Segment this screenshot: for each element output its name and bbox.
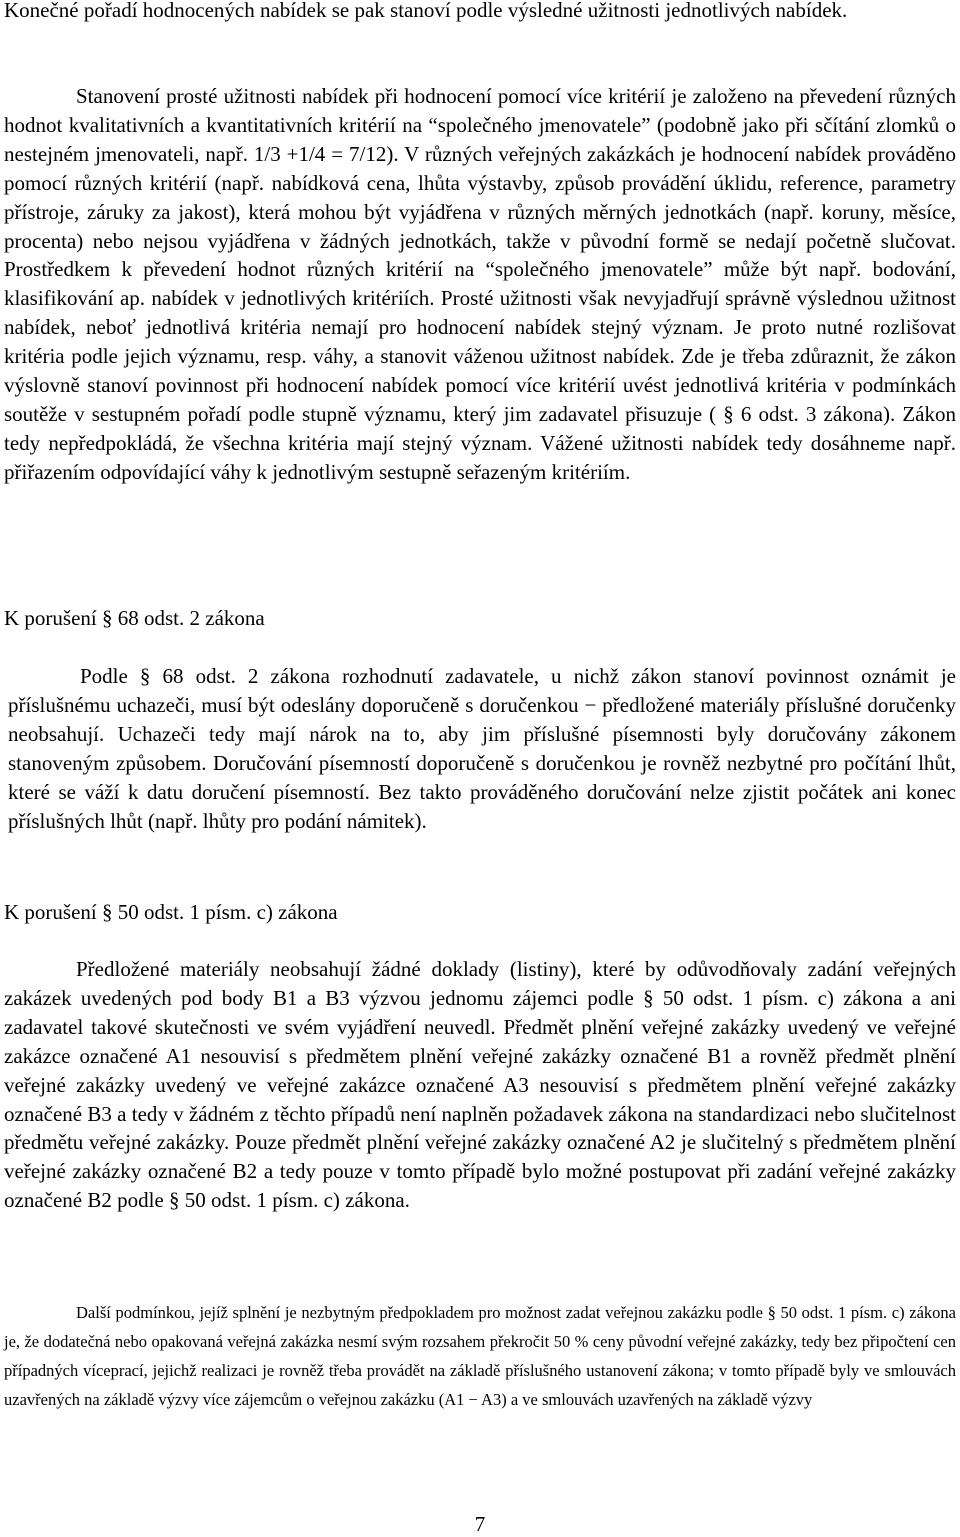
page-number: 7: [474, 1512, 486, 1536]
paragraph-final-ranking: Konečné pořadí hodnocených nabídek se pak stanoví podle výsledné užitnosti jednotlivých nabídek.: [4, 0, 848, 22]
paragraph-delivery-requirement: Podle § 68 odst. 2 zákona rozhodnutí zadavatele, u nichž zákon stanoví povinnost oznámit je příslušnému uchazeči, musí být odeslány doporučeně s doručenkou − předložené materiály příslušné doručenky neobsahují. Uchazeči tedy mají nárok na to, aby jim příslušné písemnosti byly doručovány zákonem stanoveným způsobem. Doručování písemností doporučeně s doručenkou je rovněž nezbytné pro počítání lhůt, které se váží k datu doručení písemností. Bez takto prováděného doručování nelze zjistit počátek ani konec příslušných lhůt (např. lhůty pro podání námitek).: [8, 664, 956, 833]
paragraph-missing-documents: Předložené materiály neobsahují žádné doklady (listiny), které by odůvodňovaly zadání veřejných zakázek uvedených pod body B1 a B3 výzvou jednomu zájemci podle § 50 odst. 1 písm. c) zákona a ani zadavatel takové skutečnosti ve svém vyjádření neuvedl. Předmět plnění veřejné zakázky uvedený ve veřejné zakázce označené A1 nesouvisí s předmětem plnění veřejné zakázky označené B1 a rovněž předmět plnění veřejné zakázky uvedený ve veřejné zakázce označené A3 nesouvisí s předmětem plnění veřejné zakázky označené B3 a tedy v žádném z těchto případů není naplněn požadavek zákona na standardizaci nebo slučitelnost předmětu veřejné zakázky. Pouze předmět plnění veřejné zakázky označené A2 je slučitelný s předmětem plnění veřejné zakázky označené B2 a tedy pouze v tomto případě bylo možné postupovat při zadání veřejné zakázky označené B2 podle § 50 odst. 1 písm. c) zákona.: [4, 957, 956, 1213]
paragraph-utility-evaluation: Stanovení prosté užitnosti nabídek při hodnocení pomocí více kritérií je založeno na převedení různých hodnot kvalitativních a kvantitativních kritérií na “společného jmenovatele” (podobně jako při sčítání zlomků o nestejném jmenovateli, např. 1/3 +1/4 = 7/12). V různých veřejných zakázkách je hodnocení nabídek prováděno pomocí různých kritérií (např. nabídková cena, lhůta výstavby, způsob provádění úklidu, reference, parametry přístroje, záruky za jakost), která mohou být vyjádřena v různých měrných jednotkách (např. koruny, měsíce, procenta) nebo nejsou vyjádřena v žádných jednotkách, takže v původní formě se nedají početně slučovat. Prostředkem k převedení hodnot různých kritérií na “společného jmenovatele” může být např. bodování, klasifikování ap. nabídek v jednotlivých kritériích. Prosté užitnosti však nevyjadřují správně výslednou užitnost nabídek, neboť jednotlivá kritéria nemají pro hodnocení nabídek stejný význam. Je proto nutné rozlišovat kritéria podle jejich významu, resp. váhy, a stanovit váženou užitnost nabídek. Zde je třeba zdůraznit, že zákon výslovně stanoví povinnost při hodnocení nabídek pomocí více kritérií uvést jednotlivá kritéria v podmínkách soutěže v sestupném pořadí podle stupně významu, který jim zadavatel přisuzuje ( § 6 odst. 3 zákona). Zákon tedy nepředpokládá, že všechna kritéria mají stejný význam. Vážené užitnosti nabídek tedy dosáhneme např. přiřazením odpovídající váhy k jednotlivým sestupně seřazeným kritériím.: [4, 84, 956, 484]
paragraph-additional-condition: Další podmínkou, jejíž splnění je nezbytným předpokladem pro možnost zadat veřejnou zakázku podle § 50 odst. 1 písm. c) zákona je, že dodatečná nebo opakovaná veřejná zakázka nesmí svým rozsahem překročit 50 % ceny původní veřejné zakázky, tedy bez připočtení cen případných víceprací, jejichž realizaci je rovněž třeba provádět na základě příslušného ustanovení zákona; v tomto případě byly ve smlouvách uzavřených na základě výzvy více zájemcům o veřejnou zakázku (A1 − A3) a ve smlouvách uzavřených na základě výzvy: [4, 1303, 956, 1409]
section-heading-68: K porušení § 68 odst. 2 zákona: [4, 606, 265, 630]
section-heading-50: K porušení § 50 odst. 1 písm. c) zákona: [4, 900, 338, 924]
